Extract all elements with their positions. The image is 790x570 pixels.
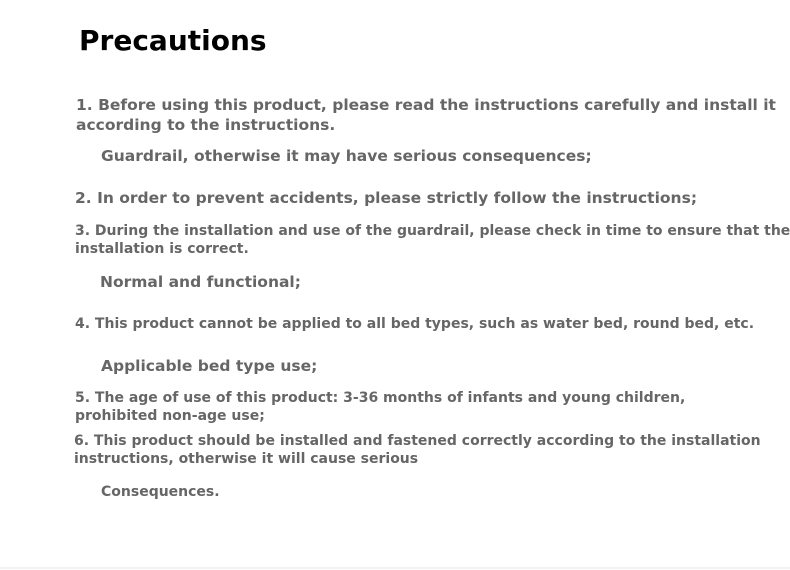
item-1-continuation: Guardrail, otherwise it may have serious consequences; xyxy=(101,147,592,165)
item-6-line-1: 6. This product should be installed and fastened correctly according to the installation xyxy=(74,433,761,449)
item-3-line-1: 3. During the installation and use of the guardrail, please check in time to ensure that the xyxy=(75,223,790,239)
item-2-line-1: 2. In order to prevent accidents, please strictly follow the instructions; xyxy=(75,189,698,207)
item-4-continuation: Applicable bed type use; xyxy=(101,357,318,375)
bottom-divider xyxy=(0,567,790,569)
item-4-line-1: 4. This product cannot be applied to all bed types, such as water bed, round bed, etc. xyxy=(75,316,755,332)
item-5-line-1: 5. The age of use of this product: 3-36 months of infants and young children, xyxy=(75,390,686,406)
page-title: Precautions xyxy=(79,24,267,57)
item-3-line-2: installation is correct. xyxy=(75,241,249,257)
item-5-line-2: prohibited non-age use; xyxy=(75,408,265,424)
item-6-continuation: Consequences. xyxy=(101,484,220,500)
item-6-line-2: instructions, otherwise it will cause serious xyxy=(74,451,419,467)
item-1-line-2: according to the instructions. xyxy=(76,116,336,134)
item-1-line-1: 1. Before using this product, please read the instructions carefully and install it xyxy=(76,96,776,114)
item-3-continuation: Normal and functional; xyxy=(100,273,301,291)
